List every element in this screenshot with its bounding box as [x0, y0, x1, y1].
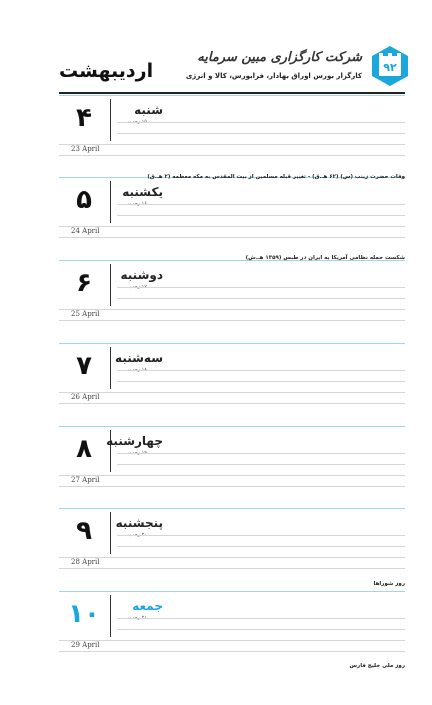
- writing-line[interactable]: [117, 629, 405, 630]
- day-separator: [110, 347, 111, 389]
- writing-line[interactable]: [117, 535, 405, 536]
- writing-line[interactable]: [59, 651, 405, 652]
- weekday-name: دوشنبه: [120, 268, 163, 282]
- writing-line[interactable]: [59, 486, 405, 487]
- page-header: [0, 0, 432, 92]
- writing-line[interactable]: [117, 464, 405, 465]
- day-separator: [110, 99, 111, 141]
- gregorian-date: 29 April: [71, 641, 100, 649]
- writing-line[interactable]: [117, 370, 405, 371]
- writing-line[interactable]: [117, 618, 405, 619]
- day-block: [59, 508, 405, 586]
- event-note: روز شوراها: [373, 581, 405, 587]
- writing-line[interactable]: [117, 298, 405, 299]
- day-number: ۴: [76, 103, 92, 133]
- writing-line[interactable]: [117, 122, 405, 123]
- day-top-rule: [59, 508, 405, 509]
- day-number: ۹: [76, 516, 92, 546]
- header-divider: [59, 92, 405, 94]
- writing-line[interactable]: [59, 392, 405, 393]
- weekday-name: یکشنبه: [122, 185, 163, 199]
- writing-line[interactable]: [117, 287, 405, 288]
- day-block: [59, 95, 405, 173]
- gregorian-date: 27 April: [71, 476, 100, 484]
- logo-digits: ۹۲: [383, 61, 397, 74]
- day-number: ۱۰: [68, 599, 100, 629]
- writing-line[interactable]: [117, 204, 405, 205]
- gregorian-date: 26 April: [71, 393, 100, 401]
- gregorian-date: 25 April: [71, 310, 100, 318]
- day-number: ۵: [76, 185, 92, 215]
- writing-line[interactable]: [117, 546, 405, 547]
- writing-line[interactable]: [117, 215, 405, 216]
- writing-line[interactable]: [117, 133, 405, 134]
- event-note: روز ملی خلیج فارس: [349, 663, 405, 669]
- writing-line[interactable]: [59, 309, 405, 310]
- weekday-name: جمعه: [132, 599, 163, 613]
- writing-line[interactable]: [59, 237, 405, 238]
- weekday-name: سه‌شنبه: [115, 351, 163, 365]
- day-top-rule: [59, 426, 405, 427]
- writing-line[interactable]: [117, 381, 405, 382]
- weekday-name: چهارشنبه: [106, 434, 163, 448]
- event-note: شکست حمله نظامی آمریکا به ایران در طبس (۱۳۵۹ هـ.ش): [245, 255, 405, 261]
- company-subtitle: کارگزار بورس اوراق بهادار، فرابورس، کالا و انرژی: [185, 72, 362, 80]
- weekday-name: شنبه: [134, 103, 163, 117]
- month-title: اردیبهشت: [59, 60, 154, 82]
- weekday-name: پنجشنبه: [115, 516, 163, 530]
- writing-line[interactable]: [117, 453, 405, 454]
- day-block: [59, 591, 405, 669]
- writing-line[interactable]: [59, 557, 405, 558]
- writing-line[interactable]: [59, 475, 405, 476]
- day-block: [59, 343, 405, 421]
- day-separator: [110, 264, 111, 306]
- gregorian-date: 24 April: [71, 227, 100, 235]
- company-logo: [185, 44, 412, 88]
- writing-line[interactable]: [59, 403, 405, 404]
- gregorian-date: 23 April: [71, 145, 100, 153]
- writing-line[interactable]: [59, 320, 405, 321]
- day-separator: [110, 512, 111, 554]
- gregorian-date: 28 April: [71, 558, 100, 566]
- writing-line[interactable]: [59, 155, 405, 156]
- day-number: ۶: [76, 268, 92, 298]
- writing-line[interactable]: [59, 226, 405, 227]
- day-number: ۷: [76, 351, 92, 381]
- day-separator: [110, 595, 111, 637]
- day-block: [59, 426, 405, 504]
- company-name: شرکت کارگزاری مبین سرمایه: [197, 50, 362, 65]
- writing-line[interactable]: [59, 144, 405, 145]
- writing-line[interactable]: [59, 640, 405, 641]
- writing-line[interactable]: [59, 568, 405, 569]
- day-top-rule: [59, 343, 405, 344]
- day-separator: [110, 181, 111, 223]
- day-top-rule: [59, 95, 405, 96]
- day-top-rule: [59, 591, 405, 592]
- day-block: [59, 177, 405, 255]
- day-number: ۸: [76, 434, 92, 464]
- event-note: وفات حضرت زینب (س) (۶۲ هـ.ق) - تغییر قبله مسلمین از بیت المقدس به مکه معظمه (۲ هـ.ق): [147, 174, 405, 180]
- day-block: [59, 260, 405, 338]
- castle-logo-icon: [368, 44, 412, 88]
